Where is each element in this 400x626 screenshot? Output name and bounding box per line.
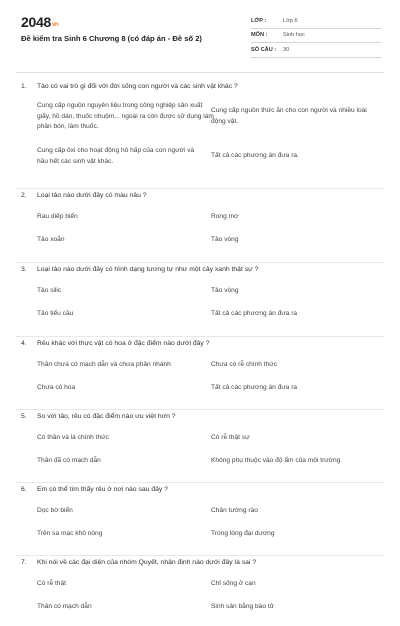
question-number: 3. xyxy=(21,266,27,273)
answer-option-b[interactable]: Tảo vòng xyxy=(211,287,239,294)
meta-row-class xyxy=(251,14,381,29)
question-item xyxy=(16,410,384,483)
question-header xyxy=(16,263,384,273)
answer-option-b[interactable]: Chưa có rễ chính thức xyxy=(211,361,278,368)
page-title: Đề kiểm tra Sinh 6 Chương 8 (có đáp án - Đề số 2) xyxy=(21,34,202,43)
answer-option-b[interactable]: Chân tường rào xyxy=(211,507,258,514)
answer-option-b[interactable]: Cung cấp nguồn thức ăn cho con người và nhiều loài động vật. xyxy=(211,107,367,125)
logo-sub: vn xyxy=(51,22,59,28)
question-number: 7. xyxy=(21,559,27,566)
quiz-meta xyxy=(251,14,381,58)
answer-option-c[interactable]: Chưa có hoa xyxy=(37,384,76,391)
answer-option-c[interactable]: Tảo tiểu cầu xyxy=(37,310,74,317)
answer-option-c[interactable]: Tảo xoắn xyxy=(37,236,65,243)
meta-value: Sinh học xyxy=(283,32,305,39)
question-header xyxy=(16,189,384,199)
answer-option-a[interactable]: Thân chưa có mạch dẫn và chưa phân nhánh xyxy=(37,361,171,368)
question-header xyxy=(16,410,384,420)
question-header xyxy=(16,80,384,90)
answer-option-a[interactable]: Rau diếp biển xyxy=(37,213,78,220)
question-text: Khi nói về các đại diện của nhóm Quyết, nhận định nào dưới đây là sai ? xyxy=(37,559,257,566)
answer-option-c[interactable]: Thân có mạch dẫn xyxy=(37,603,92,610)
question-number: 2. xyxy=(21,192,27,199)
answer-option-d[interactable]: Tất cả các phương án đưa ra xyxy=(211,384,298,391)
question-text: Tảo có vai trò gì đối với đời sống con người và các sinh vật khác ? xyxy=(37,83,238,90)
question-text: So với tảo, rêu có đặc điểm nào ưu việt hơn ? xyxy=(37,413,176,420)
question-text: Loại tảo nào dưới đây có hình dạng tương tự như một cây xanh thật sự ? xyxy=(37,266,259,273)
question-text: Rêu khác với thực vật có hoa ở đặc điểm nào dưới đây ? xyxy=(37,340,210,347)
answer-option-d[interactable]: Sinh sản bằng bào tử xyxy=(211,603,275,610)
answer-option-d[interactable]: Tảo vòng xyxy=(211,236,239,243)
answer-option-d[interactable]: Trong lòng đại dương xyxy=(211,530,275,537)
question-item xyxy=(16,337,384,410)
question-header xyxy=(16,556,384,566)
site-logo[interactable] xyxy=(21,14,58,30)
answer-option-b[interactable]: Có rễ thật sự xyxy=(211,434,250,441)
question-item xyxy=(16,556,384,626)
question-header xyxy=(16,337,384,347)
header-divider xyxy=(16,72,384,73)
logo-text: 2048 xyxy=(21,14,51,30)
question-header xyxy=(16,483,384,493)
answer-option-c[interactable]: Thân đã có mạch dẫn xyxy=(37,457,101,464)
page-header xyxy=(0,0,400,62)
question-item xyxy=(16,263,384,337)
meta-row-count xyxy=(251,43,381,58)
question-list xyxy=(0,80,400,626)
question-text: Em có thể tìm thấy rêu ở nơi nào sau đây ? xyxy=(37,486,168,493)
meta-value: Lớp 6 xyxy=(283,17,298,24)
question-item xyxy=(16,189,384,263)
answer-option-a[interactable]: Dọc bờ biển xyxy=(37,507,73,514)
meta-key: SỐ CÂU : xyxy=(251,46,277,53)
answer-option-b[interactable]: Rong mơ xyxy=(211,213,239,220)
answer-option-d[interactable]: Tất cả các phương án đưa ra. xyxy=(211,152,299,159)
meta-key: MÔN : xyxy=(251,32,268,39)
answer-option-d[interactable]: Không phụ thuộc vào độ ẩm của môi trường xyxy=(211,457,341,464)
meta-value: 30 xyxy=(283,46,290,53)
answer-option-a[interactable]: Có rễ thật xyxy=(37,580,66,587)
answer-option-c[interactable]: Trên sa mạc khô nóng xyxy=(37,530,103,537)
meta-key: LỚP : xyxy=(251,17,267,24)
answer-option-b[interactable]: Chỉ sống ở cạn xyxy=(211,580,256,587)
question-number: 6. xyxy=(21,486,27,493)
answer-option-d[interactable]: Tất cả các phương án đưa ra xyxy=(211,310,298,317)
answer-option-a[interactable]: Có thân và lá chính thức xyxy=(37,434,109,441)
question-number: 5. xyxy=(21,413,27,420)
answer-option-a[interactable]: Tảo silic xyxy=(37,287,62,294)
question-number: 4. xyxy=(21,340,27,347)
question-text: Loại tảo nào dưới đây có màu nâu ? xyxy=(37,192,147,199)
question-item xyxy=(16,80,384,189)
answer-option-a[interactable]: Cung cấp nguồn nguyên liệu trong công nghiệp sản xuất giấy, hồ dán, thuốc nhuộm... ngoài ra còn được sử dụng làm phân bón, làm thuốc. xyxy=(37,102,214,130)
question-number: 1. xyxy=(21,83,27,90)
question-item xyxy=(16,483,384,556)
meta-row-subject xyxy=(251,29,381,44)
answer-option-c[interactable]: Cung cấp ôxi cho hoạt động hô hấp của con người và hầu hết các sinh vật khác. xyxy=(37,147,195,165)
